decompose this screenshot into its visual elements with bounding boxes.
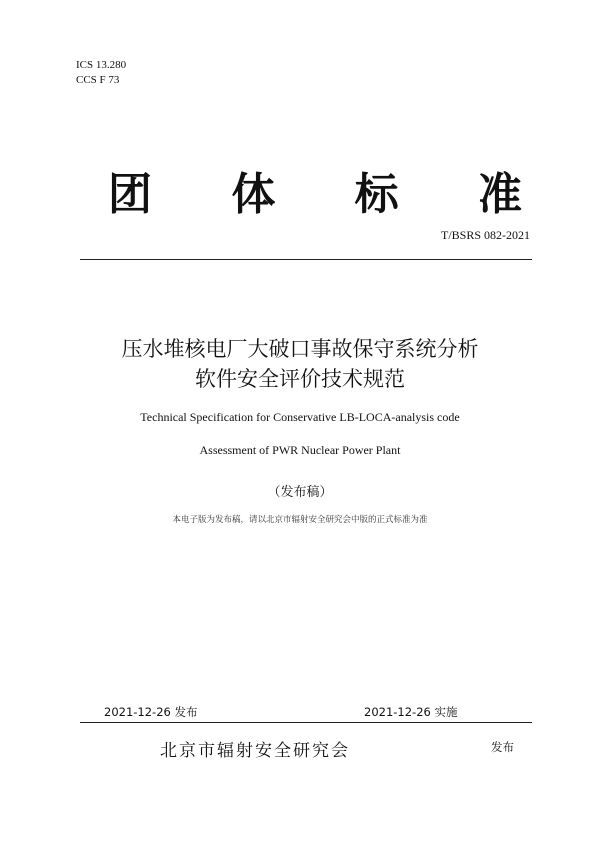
title-char-4: 准 (477, 169, 522, 220)
classification-codes (76, 58, 126, 88)
publisher-name: 北京市辐射安全研究会 (160, 741, 350, 761)
implementation-date: 2021-12-26 实施 (364, 705, 458, 719)
top-divider (80, 259, 532, 260)
issue-date: 2021-12-26 发布 (104, 705, 198, 719)
ccs-code: CCS F 73 (76, 74, 120, 86)
title-char-1: 团 (108, 169, 152, 220)
bottom-divider (80, 722, 532, 723)
standard-type-title (100, 160, 530, 220)
publisher-action: 发布 (491, 740, 514, 754)
chinese-title-line-1: 压水堆核电厂大破口事故保守系统分析 (121, 337, 479, 361)
ics-code: ICS 13.280 (76, 59, 127, 71)
standard-number: T/BSRS 082-2021 (440, 228, 530, 242)
draft-label: （发布稿） (267, 485, 333, 500)
chinese-title-line-2: 软件安全评价技术规范 (195, 367, 405, 391)
english-title-line-2: Assessment of PWR Nuclear Power Plant (199, 443, 401, 457)
title-char-3: 标 (354, 169, 399, 220)
english-title-line-1: Technical Specification for Conservative LB-LOCA-analysis code (140, 410, 460, 424)
publication-notice: 本电子版为发布稿，请以北京市辐射安全研究会中版的正式标准为准 (172, 515, 428, 525)
title-char-2: 体 (231, 169, 276, 220)
